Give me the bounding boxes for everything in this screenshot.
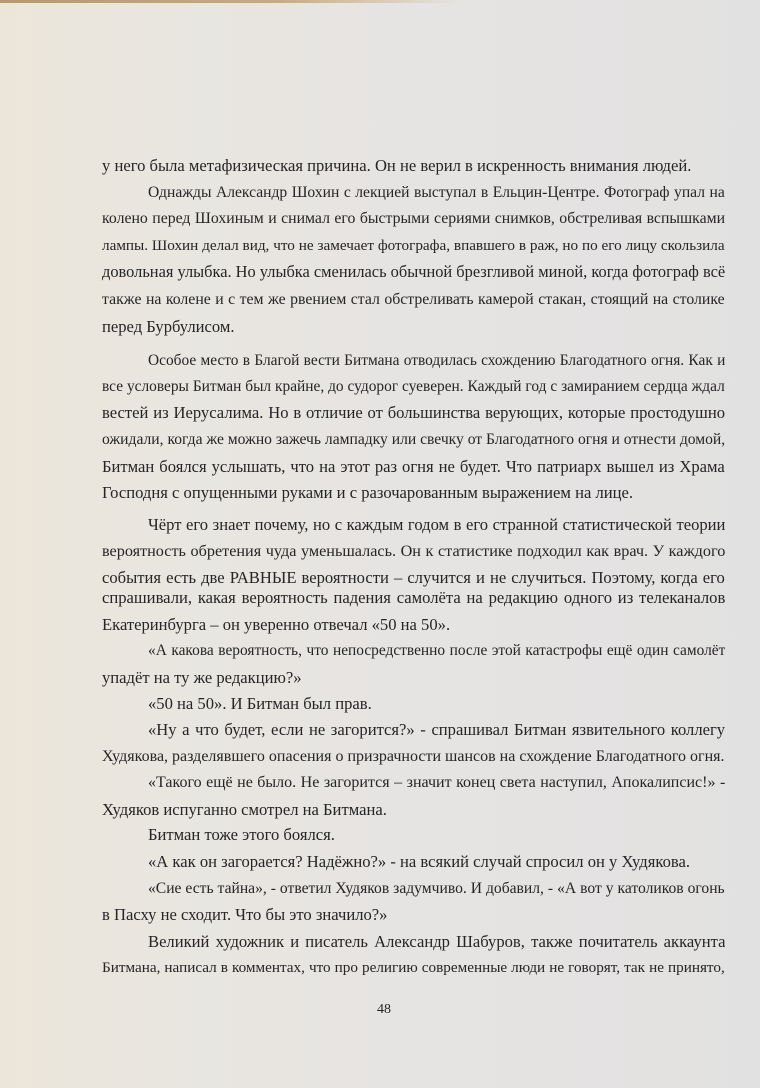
text-line: колено перед Шохиным и снимал его быстрыми сериями снимков, обстреливая вспышками — [102, 210, 725, 227]
text-line: Особое место в Благой вести Битмана отводилась схождению Благодатного огня. Как и — [148, 352, 725, 369]
text-line: также на колене и с тем же рвением стал обстреливать камерой стакан, стоящий на столике — [102, 291, 725, 308]
text-line: в Пасху не сходит. Что бы это значило?» — [102, 905, 388, 924]
text-line: Екатеринбурга – он уверенно отвечал «50 на 50». — [102, 615, 451, 634]
text-line: Битмана, написал в комментах, что про религию современные люди не говорят, так не принято, — [102, 959, 725, 976]
page-number: 48 — [377, 1002, 391, 1017]
text-line: вероятность обретения чуда уменьшалась. Он к статистике подходил как врач. У каждого — [102, 542, 725, 560]
text-line: «Ну а что будет, если не загорится?» - спрашивал Битман язвительного коллегу — [148, 720, 725, 739]
text-line: «А как он загорается? Надёжно?» - на всякий случай спросил он у Худякова. — [148, 852, 691, 871]
text-line: лампы. Шохин делал вид, что не замечает фотографа, впавшего в раж, но по его лицу скользила — [102, 237, 725, 254]
text-line: «А какова вероятность, что непосредственно после этой катастрофы ещё один самолёт — [148, 642, 725, 659]
text-line: события есть две РАВНЫЕ вероятности – случится и не случиться. Поэтому, когда его — [102, 568, 725, 587]
text-line: Великий художник и писатель Александр Шабуров, также почитатель аккаунта — [148, 932, 725, 951]
text-line: «Такого ещё не было. Не загорится – значит конец света наступил, Апокалипсис!» - — [148, 774, 725, 791]
text-line: ожидали, когда же можно зажечь лампадку или свечку от Благодатного огня и отнести домой, — [102, 431, 725, 448]
text-line: «50 на 50». И Битман был прав. — [148, 694, 372, 713]
text-line: упадёт на ту же редакцию?» — [102, 668, 302, 687]
text-line: все условеры Битман был крайне, до судорог суеверен. Каждый год с замиранием сердца ждал — [102, 378, 725, 395]
text-line: спрашивали, какая вероятность падения самолёта на редакцию одного из телеканалов — [102, 588, 725, 607]
text-line: Однажды Александр Шохин с лекцией выступал в Ельцин-Центре. Фотограф упал на — [148, 184, 725, 201]
text-line: у него была метафизическая причина. Он не верил в искренность внимания людей. — [102, 156, 692, 175]
text-line: Битман боялся услышать, что на этот раз огня не будет. Что патриарх вышел из Храма — [102, 457, 725, 476]
text-line: перед Бурбулисом. — [102, 317, 235, 336]
text-line: Господня с опущенными руками и с разочарованным выражением на лице. — [102, 483, 634, 502]
text-line: «Сие есть тайна», - ответил Худяков задумчиво. И добавил, - «А вот у католиков огонь — [148, 880, 725, 897]
text-line: Битман тоже этого боялся. — [148, 825, 335, 844]
text-line: вестей из Иерусалима. Но в отличие от большинства верующих, которые простодушно — [102, 403, 725, 422]
text-line: Худякова, разделявшего опасения о призрачности шансов на схождение Благодатного огня. — [102, 748, 725, 765]
text-line: довольная улыбка. Но улыбка сменилась обычной брезгливой миной, когда фотограф всё — [102, 262, 725, 281]
text-line: Чёрт его знает почему, но с каждым годом в его странной статистической теории — [148, 515, 725, 534]
text-line: Худяков испуганно смотрел на Битмана. — [102, 800, 387, 819]
